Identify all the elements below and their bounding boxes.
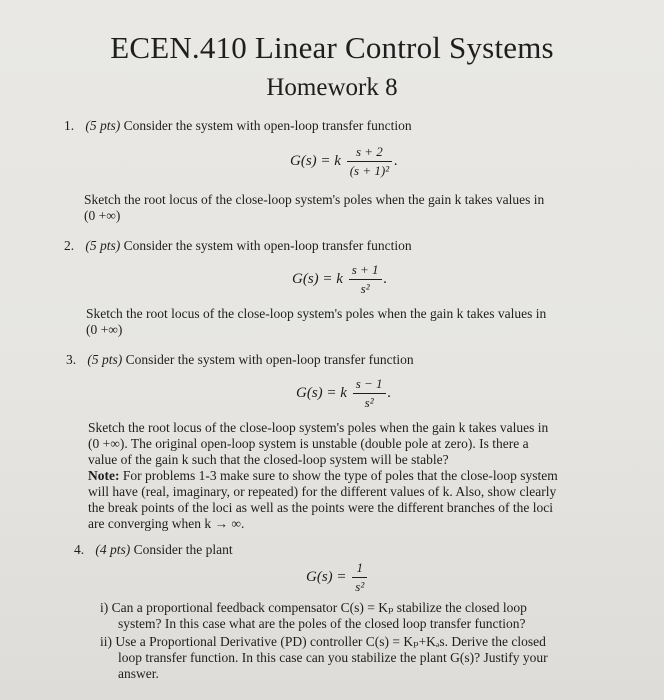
problem-2-denominator: s² [360,281,370,296]
problem-2-line-1: Sketch the root locus of the close-loop system's poles when the gain k takes values in [86,306,547,321]
problem-3-intro [66,352,626,368]
note-line-1: For problems 1-3 make sure to show the type of poles that the close-loop system [122,468,558,483]
problem-4-numerator: 1 [352,560,367,578]
problem-3-task [88,420,628,468]
problem-3-note [88,468,628,532]
problem-1-number: 1. [64,118,75,133]
problem-2-fraction [349,262,382,297]
problem-2-task [86,306,626,338]
part-i-label: i) [100,600,109,615]
note-label: Note: [88,468,120,483]
page-subtitle: Homework 8 [266,74,398,101]
problem-2-equation: G(s) = k $\frac{s + 1}{\text{s²}}$ . [292,262,388,296]
problem-3-line-1: Sketch the root locus of the close-loop system's poles when the gain k takes values in [88,420,549,435]
problem-3-fraction [353,376,386,411]
problem-1-line-1: Sketch the root locus of the close-loop system's poles when the gain k takes values in [84,192,545,207]
problem-2-numerator: s + 1 [349,262,382,280]
part-i-line-2: system? In this case what are the poles of the closed loop transfer function? [118,616,526,631]
problem-3-denominator: s² [364,395,374,410]
note-line-2: will have (real, imaginary, or repeated) for the different values of k. Also, show clearly [88,484,557,499]
problem-3-numerator: s − 1 [353,376,386,394]
problem-2-intro-text: Consider the system with open-loop transfer function [123,238,412,253]
problem-1-intro-text: Consider the system with open-loop transfer function [123,118,412,133]
part-ii-line-1: Use a Proportional Derivative (PD) controller C(s) = Kₚ+Kₔs. Derive the closed [115,634,546,649]
problem-1-points: (5 pts) [85,118,121,133]
problem-1-line-2: (0 +∞) [84,208,121,223]
problem-2-intro [64,238,624,254]
problem-1-numerator: s + 2 [347,144,392,162]
problem-4-part-i [100,600,600,632]
part-i-line-1: Can a proportional feedback compensator C(s) = Kₚ stabilize the closed loop [111,600,527,615]
page-title: ECEN.410 Linear Control Systems [110,30,554,65]
problem-1-task [84,192,624,224]
part-ii-label: ii) [100,634,112,649]
part-ii-line-2: loop transfer function. In this case can you stabilize the plant G(s)? Justify your [118,650,548,665]
problem-3-points: (5 pts) [87,352,123,367]
problem-3-line-2: (0 +∞). The original open-loop system is unstable (double pole at zero). Is there a [88,436,529,451]
problem-4-points: (4 pts) [95,542,131,557]
problem-2-number: 2. [64,238,75,253]
problem-1-intro [64,118,624,134]
problem-4-fraction [352,560,367,595]
problem-1-equation: G(s) = k $\frac{s + 2}{\text{(s + 1)²}}$ . [290,144,398,178]
problem-4-equation [306,560,369,595]
problem-1-denominator: (s + 1)² [349,163,390,178]
problem-1-equation-lhs: G(s) = k [290,152,341,169]
problem-3-equation-lhs: G(s) = k [296,384,347,401]
problem-4-denominator: s² [355,579,365,594]
problem-3-equation: G(s) = k $\frac{s - 1}{\text{s²}}$ . [296,376,392,410]
problem-3-intro-text: Consider the system with open-loop transfer function [125,352,414,367]
problem-4-intro-text: Consider the plant [133,542,233,557]
problem-2-points: (5 pts) [85,238,121,253]
problem-3-number: 3. [66,352,77,367]
note-line-3: the break points of the loci as well as the points were the different branches of the loci [88,500,553,515]
part-ii-line-3: answer. [118,666,159,681]
note-line-4: are converging when k → ∞. [88,516,245,531]
problem-4-part-ii [100,634,600,682]
problem-2-line-2: (0 +∞) [86,322,123,337]
problem-2-equation-lhs: G(s) = k [292,270,343,287]
problem-4-intro [74,542,634,558]
problem-4-number: 4. [74,542,85,557]
problem-1-fraction [347,144,392,179]
problem-3-line-3: value of the gain k such that the closed-loop system will be stable? [88,452,449,467]
problem-4-equation-lhs: G(s) = [306,568,347,585]
